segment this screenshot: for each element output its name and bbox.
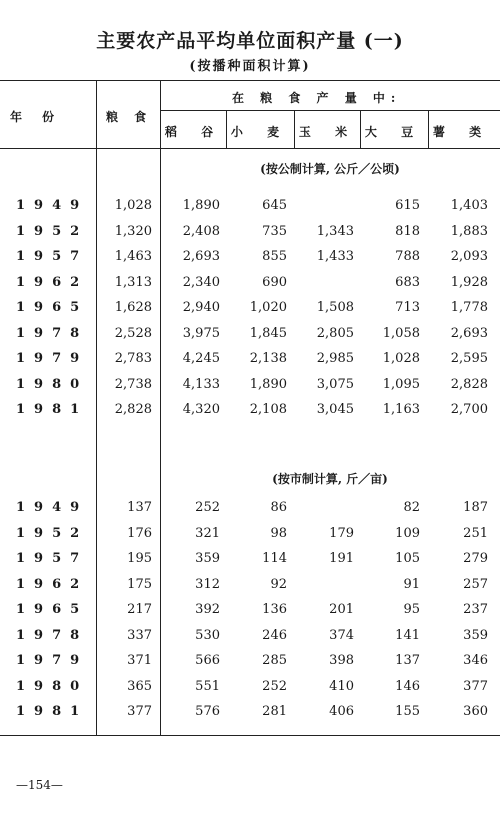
- rice-cell: 359: [195, 551, 220, 566]
- year-cell: 1957: [16, 551, 89, 566]
- tuber-cell: 251: [463, 525, 488, 541]
- grain-cell: 195: [127, 551, 152, 566]
- rice-cell: 4,133: [182, 376, 220, 392]
- wheat-cell: 645: [262, 198, 287, 213]
- soy-cell: 91: [403, 576, 420, 592]
- col-divider-rice: [226, 110, 227, 148]
- grain-cell: 1,628: [114, 300, 152, 315]
- corn-cell: 179: [329, 525, 354, 541]
- wheat-cell: 136: [262, 602, 287, 617]
- grain-cell: 371: [127, 653, 152, 668]
- wheat-cell: 281: [262, 704, 287, 719]
- table-bottom-rule: [0, 735, 500, 736]
- wheat-cell: 98: [270, 525, 287, 541]
- table-row: [0, 704, 500, 726]
- year-cell: 1980: [16, 376, 89, 392]
- soy-cell: 82: [403, 500, 420, 515]
- soy-cell: 1,095: [382, 376, 420, 392]
- tuber-cell: 1,883: [450, 223, 488, 239]
- soy-cell: 146: [395, 678, 420, 694]
- corn-cell: 201: [329, 602, 354, 617]
- tuber-cell: 279: [463, 551, 488, 566]
- grain-cell: 2,738: [114, 376, 152, 392]
- corn-cell: 410: [329, 678, 354, 694]
- rice-cell: 2,940: [182, 300, 220, 315]
- header-tuber: 薯 类: [432, 125, 492, 139]
- year-cell: 1965: [16, 602, 89, 617]
- year-cell: 1949: [16, 500, 89, 515]
- wheat-cell: 285: [262, 653, 287, 668]
- table-top-rule: [0, 80, 500, 81]
- rice-cell: 551: [195, 678, 220, 694]
- wheat-cell: 1,845: [249, 325, 287, 341]
- header-sub-rule: [160, 110, 500, 111]
- soy-cell: 818: [395, 223, 420, 239]
- header-wheat: 小 麦: [230, 125, 290, 139]
- corn-cell: 1,433: [316, 249, 354, 264]
- header-grain: 粮 食: [106, 110, 153, 124]
- corn-cell: 3,075: [316, 376, 354, 392]
- year-cell: 1962: [16, 576, 89, 592]
- tuber-cell: 257: [463, 576, 488, 592]
- tuber-cell: 187: [463, 500, 488, 515]
- table-row: [0, 628, 500, 650]
- year-cell: 1981: [16, 402, 89, 417]
- rice-cell: 2,693: [182, 249, 220, 264]
- corn-cell: 398: [329, 653, 354, 668]
- table-row: [0, 526, 500, 548]
- soy-cell: 1,028: [382, 351, 420, 366]
- rice-cell: 312: [195, 576, 220, 592]
- grain-cell: 1,463: [114, 249, 152, 264]
- page-number: —154—: [16, 778, 63, 792]
- soy-cell: 137: [395, 653, 420, 668]
- grain-cell: 365: [127, 678, 152, 694]
- col-divider-soy: [428, 110, 429, 148]
- wheat-cell: 86: [270, 500, 287, 515]
- rice-cell: 392: [195, 602, 220, 617]
- tuber-cell: 1,403: [450, 198, 488, 213]
- wheat-cell: 2,138: [249, 351, 287, 366]
- grain-cell: 337: [127, 627, 152, 643]
- table-row: [0, 300, 500, 322]
- year-cell: 1957: [16, 249, 89, 264]
- header-corn: 玉 米: [298, 125, 358, 139]
- section-unit-market: (按市制计算, 斤／亩): [272, 472, 388, 486]
- rice-cell: 4,320: [182, 402, 220, 417]
- tuber-cell: 1,928: [450, 274, 488, 290]
- header-bottom-rule: [0, 148, 500, 149]
- grain-cell: 2,528: [114, 325, 152, 341]
- wheat-cell: 252: [262, 678, 287, 694]
- grain-cell: 2,783: [114, 351, 152, 366]
- table-row: [0, 224, 500, 246]
- table-row: [0, 402, 500, 424]
- corn-cell: 374: [329, 627, 354, 643]
- grain-cell: 1,028: [114, 198, 152, 213]
- tuber-cell: 360: [463, 704, 488, 719]
- header-year: 年 份: [10, 110, 59, 124]
- wheat-cell: 735: [262, 223, 287, 239]
- year-cell: 1980: [16, 678, 89, 694]
- soy-cell: 1,163: [382, 402, 420, 417]
- year-cell: 1965: [16, 300, 89, 315]
- soy-cell: 713: [395, 300, 420, 315]
- corn-cell: 191: [329, 551, 354, 566]
- rice-cell: 530: [195, 627, 220, 643]
- rice-cell: 566: [195, 653, 220, 668]
- corn-cell: 1,508: [316, 300, 354, 315]
- soy-cell: 95: [403, 602, 420, 617]
- soy-cell: 1,058: [382, 325, 420, 341]
- rice-cell: 1,890: [182, 198, 220, 213]
- soy-cell: 683: [395, 274, 420, 290]
- tuber-cell: 237: [463, 602, 488, 617]
- year-cell: 1949: [16, 198, 89, 213]
- tuber-cell: 359: [463, 627, 488, 643]
- wheat-cell: 92: [270, 576, 287, 592]
- year-cell: 1952: [16, 223, 89, 239]
- grain-cell: 1,320: [114, 223, 152, 239]
- rice-cell: 2,408: [182, 223, 220, 239]
- table-row: [0, 275, 500, 297]
- col-divider-wheat: [294, 110, 295, 148]
- section-unit-metric: (按公制计算, 公斤／公顷): [260, 162, 400, 176]
- year-cell: 1962: [16, 274, 89, 290]
- corn-cell: 2,985: [316, 351, 354, 366]
- soy-cell: 141: [395, 627, 420, 643]
- wheat-cell: 1,890: [249, 376, 287, 392]
- table-row: [0, 577, 500, 599]
- wheat-cell: 855: [262, 249, 287, 264]
- corn-cell: 2,805: [316, 325, 354, 341]
- corn-cell: 3,045: [316, 402, 354, 417]
- table-row: [0, 602, 500, 624]
- tuber-cell: 2,828: [450, 376, 488, 392]
- wheat-cell: 2,108: [249, 402, 287, 417]
- tuber-cell: 377: [463, 678, 488, 694]
- grain-cell: 176: [127, 525, 152, 541]
- year-cell: 1981: [16, 704, 89, 719]
- grain-cell: 137: [127, 500, 152, 515]
- soy-cell: 155: [395, 704, 420, 719]
- table-row: [0, 326, 500, 348]
- tuber-cell: 2,693: [450, 325, 488, 341]
- table-row: [0, 351, 500, 373]
- corn-cell: 1,343: [316, 223, 354, 239]
- wheat-cell: 114: [262, 551, 287, 566]
- tuber-cell: 1,778: [450, 300, 488, 315]
- grain-cell: 217: [127, 602, 152, 617]
- year-cell: 1978: [16, 627, 89, 643]
- table-row: [0, 653, 500, 675]
- tuber-cell: 2,093: [450, 249, 488, 264]
- corn-cell: 406: [329, 704, 354, 719]
- header-soy: 大 豆: [364, 125, 424, 139]
- table-row: [0, 679, 500, 701]
- rice-cell: 576: [195, 704, 220, 719]
- wheat-cell: 1,020: [249, 300, 287, 315]
- rice-cell: 2,340: [182, 274, 220, 290]
- tuber-cell: 346: [463, 653, 488, 668]
- grain-cell: 175: [127, 576, 152, 592]
- soy-cell: 105: [395, 551, 420, 566]
- year-cell: 1978: [16, 325, 89, 341]
- table-row: [0, 377, 500, 399]
- grain-cell: 1,313: [114, 274, 152, 290]
- header-of-which: 在 粮 食 产 量 中:: [232, 91, 402, 105]
- grain-cell: 377: [127, 704, 152, 719]
- col-divider-corn: [360, 110, 361, 148]
- wheat-cell: 246: [262, 627, 287, 643]
- page-subtitle: (按播种面积计算): [189, 59, 311, 74]
- grain-cell: 2,828: [114, 402, 152, 417]
- tuber-cell: 2,700: [450, 402, 488, 417]
- soy-cell: 788: [395, 249, 420, 264]
- rice-cell: 4,245: [182, 351, 220, 366]
- table-row: [0, 249, 500, 271]
- page-title: 主要农产品平均单位面积产量 (一): [96, 30, 404, 52]
- rice-cell: 3,975: [182, 325, 220, 341]
- header-rice: 稻 谷: [164, 125, 224, 139]
- soy-cell: 615: [395, 198, 420, 213]
- tuber-cell: 2,595: [450, 351, 488, 366]
- rice-cell: 321: [195, 525, 220, 541]
- year-cell: 1979: [16, 351, 89, 366]
- soy-cell: 109: [395, 525, 420, 541]
- rice-cell: 252: [195, 500, 220, 515]
- wheat-cell: 690: [262, 274, 287, 290]
- year-cell: 1952: [16, 525, 89, 541]
- table-row: [0, 198, 500, 220]
- year-cell: 1979: [16, 653, 89, 668]
- table-row: [0, 551, 500, 573]
- table-row: [0, 500, 500, 522]
